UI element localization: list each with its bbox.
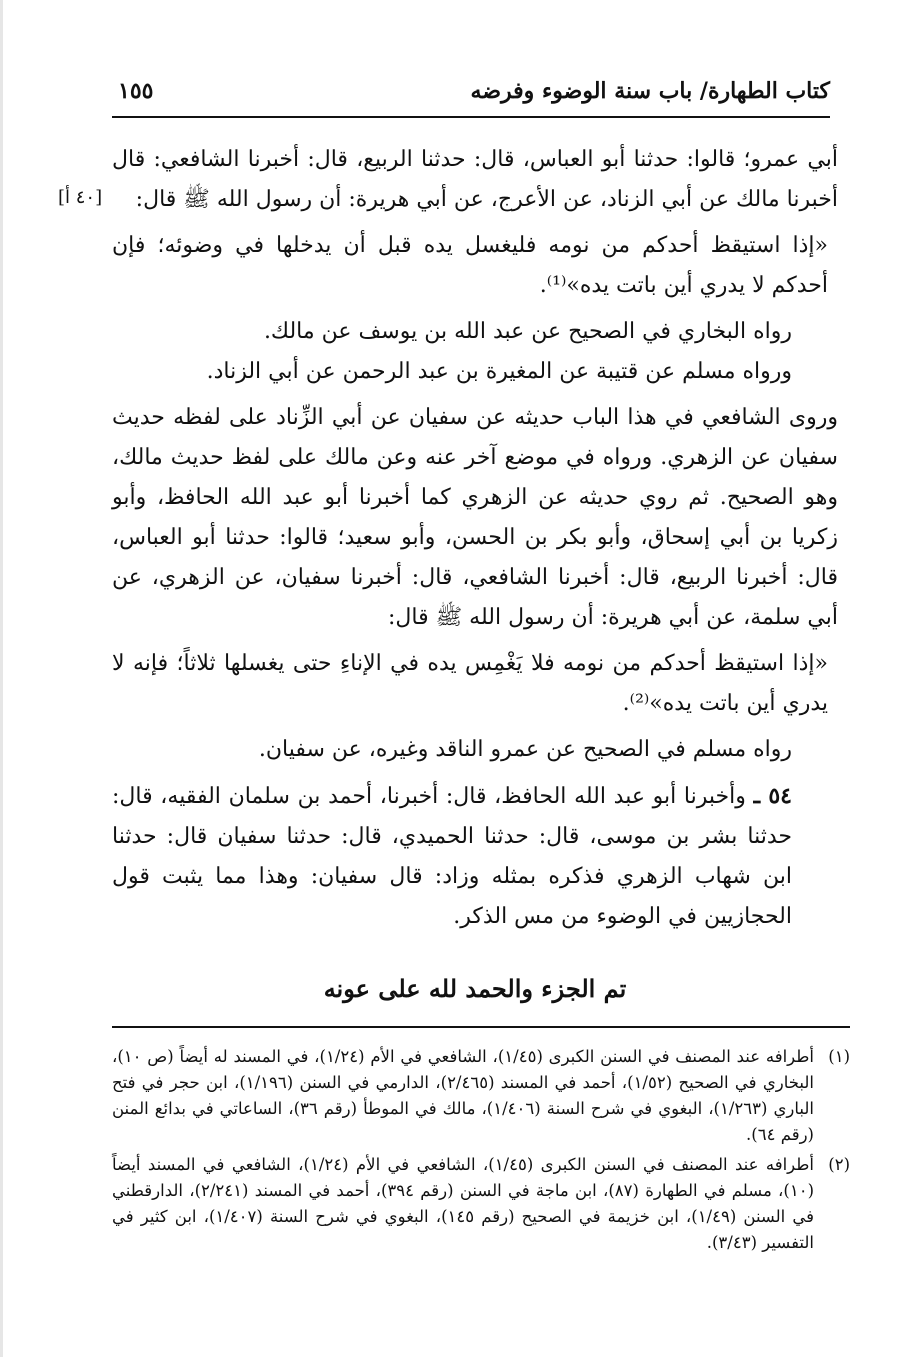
riwaya-muslim-2: رواه مسلم في الصحيح عن عمرو الناقد وغيره، عن سفيان. — [258, 737, 792, 762]
marginal-note: [٤٠ أ] — [58, 187, 103, 208]
paragraph-54 — [112, 776, 838, 937]
running-title: كتاب الطهارة/ باب سنة الوضوء وفرضه — [470, 78, 830, 104]
footnote-1 — [112, 1044, 850, 1148]
paragraph-isnad: أبي عمرو؛ قالوا: حدثنا أبو العباس، قال: حدثنا الربيع، قال: أخبرنا الشافعي: قال أخبرنا مالك عن أبي الزناد، عن الأعرج، عن أبي هريرة: أن رسول الله ﷺ قال: — [112, 147, 838, 212]
footnote-2 — [112, 1152, 850, 1256]
scan-edge — [0, 0, 3, 1357]
hadith-quote-1: «إذا استيقظ أحدكم من نومه فليغسل يده قبل أن يدخلها في وضوئه؛ فإن أحدكم لا يدري أين باتت يده»⁽¹⁾. — [112, 233, 828, 298]
hadith-number: ٥٤ ـ — [753, 783, 792, 809]
footnote-marker: (١) — [828, 1047, 850, 1066]
closing-line: تم الجزء والحمد لله على عونه — [323, 974, 627, 1003]
footnote-text: أطرافه عند المصنف في السنن الكبرى (١/٤٥)، الشافعي في الأم (١/٢٤)، في المسند له أيضاً (ص ١٠)، البخاري في الصحيح (١/٥٢)، أحمد في المسند (٢/٤٦٥)، الدارمي في السنن (١/١٩٦)، ابن حجر في فتح الباري (١/٢٦٣)، البغوي في شرح السنة (١/٤٠٦)، مالك في الموطأ (رقم ٣٦)، الساعاتي في بدائع المنن (رقم ٦٤). — [112, 1047, 815, 1144]
paragraph-54-text: وأخبرنا أبو عبد الله الحافظ، قال: أخبرنا، أحمد بن سلمان الفقيه، قال: حدثنا بشر بن موسى، قال: حدثنا الحميدي، قال: حدثنا سفيان قال: حدثنا ابن شهاب الزهري فذكره بمثله وزاد: قال سفيان: وهذا مما يثبت قول الحجازيين في الوضوء من مس الذكر. — [112, 784, 792, 929]
hadith-quote-2: «إذا استيقظ أحدكم من نومه فلا يَغْمِس يده في الإناءِ حتى يغسلها ثلاثاً؛ فإنه لا يدري أين باتت يده»⁽²⁾. — [112, 651, 828, 716]
page-number: ١٥٥ — [118, 78, 154, 104]
footnote-marker: (٢) — [828, 1155, 850, 1174]
riwaya-muslim: ورواه مسلم عن قتيبة عن المغيرة بن عبد الرحمن عن أبي الزناد. — [206, 359, 792, 384]
footnotes — [112, 1044, 850, 1260]
footnote-divider — [112, 1026, 850, 1028]
page-header — [112, 76, 830, 118]
main-text — [112, 140, 838, 937]
paragraph-shafii: وروى الشافعي في هذا الباب حديثه عن سفيان عن أبي الزِّناد على لفظه حديث سفيان عن الزهري. ورواه في موضع آخر عنه وعن مالك على لفظ حديث مالك، وهو الصحيح. ثم روي حديثه عن الزهري كما أخبرنا أبو عبد الله الحافظ، وأبو زكريا بن أبي إسحاق، وأبو بكر بن الحسن، وأبو سعيد؛ قالوا: حدثنا أبو العباس، قال: أخبرنا الربيع، قال: أخبرنا الشافعي، قال: أخبرنا سفيان، عن الزهري، عن أبي سلمة، عن أبي هريرة: أن رسول الله ﷺ قال: — [112, 405, 838, 630]
riwaya-bukhari: رواه البخاري في الصحيح عن عبد الله بن يوسف عن مالك. — [263, 319, 792, 344]
footnote-text: أطرافه عند المصنف في السنن الكبرى (١/٤٥)، الشافعي في الأم (١/٢٤)، الشافعي في المسند أيضاً (١٠)، مسلم في الطهارة (٨٧)، ابن ماجة في السنن (رقم ٣٩٤)، أحمد في المسند (٢/٢٤١)، الدارقطني في السنن (١/٤٩)، ابن خزيمة في الصحيح (رقم ١٤٥)، البغوي في شرح السنة (١/٤٠٧)، ابن كثير في التفسير (٣/٤٣). — [112, 1155, 815, 1252]
